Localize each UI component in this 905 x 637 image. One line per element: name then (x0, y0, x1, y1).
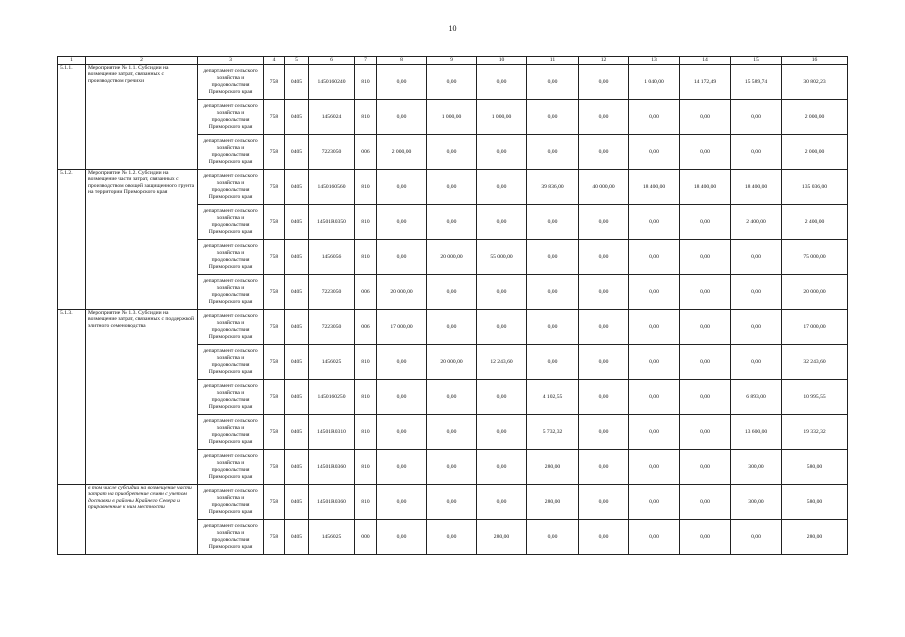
value-cell: 0,00 (629, 240, 680, 275)
value-cell: 13 600,00 (731, 415, 782, 450)
value-cell: 0,00 (629, 485, 680, 520)
column-header: 2 (86, 57, 198, 65)
value-cell: 0,00 (680, 380, 731, 415)
column-header: 10 (477, 57, 527, 65)
value-cell: 1450160560 (309, 170, 355, 205)
value-cell: 0,00 (427, 520, 477, 555)
value-cell: 0,00 (427, 135, 477, 170)
value-cell: 2 400,00 (782, 205, 848, 240)
value-cell: 1 000,00 (477, 100, 527, 135)
value-cell: 0405 (285, 170, 309, 205)
value-cell: 30 802,23 (782, 65, 848, 100)
value-cell: 0,00 (579, 100, 629, 135)
executor-cell: департамент сельского хозяйства и продовольствия Приморского края (198, 275, 264, 310)
executor-cell: департамент сельского хозяйства и продовольствия Приморского края (198, 520, 264, 555)
value-cell: 0,00 (731, 135, 782, 170)
value-cell: 20 000,00 (427, 240, 477, 275)
value-cell: 14501R0360 (309, 450, 355, 485)
value-cell: 1450160250 (309, 380, 355, 415)
value-cell: 20 000,00 (782, 275, 848, 310)
value-cell: 0,00 (527, 310, 579, 345)
column-header: 8 (377, 57, 427, 65)
value-cell: 0,00 (579, 275, 629, 310)
item-name: Мероприятие № 1.3. Субсидии на возмещение затрат, связанных с поддержкой элитного семеноводства (86, 310, 198, 485)
value-cell: 0,00 (579, 380, 629, 415)
value-cell: 0,00 (427, 65, 477, 100)
value-cell: 0,00 (377, 450, 427, 485)
value-cell: 0,00 (680, 450, 731, 485)
value-cell: 2 000,00 (782, 100, 848, 135)
value-cell: 20 000,00 (377, 275, 427, 310)
item-name: в том числе субсидии на возмещение части затрат на приобретение семян с учетом доставки в районы Крайнего Севера и приравненные к ним местности (86, 485, 198, 555)
executor-cell: департамент сельского хозяйства и продовольствия Приморского края (198, 380, 264, 415)
item-number: 5.1.1. (58, 65, 86, 170)
value-cell: 55 000,00 (477, 240, 527, 275)
value-cell: 0,00 (377, 65, 427, 100)
value-cell: 0,00 (680, 135, 731, 170)
value-cell: 000 (355, 520, 377, 555)
value-cell: 0,00 (477, 275, 527, 310)
value-cell: 758 (264, 100, 285, 135)
value-cell: 006 (355, 275, 377, 310)
table-row (58, 65, 848, 100)
value-cell: 0,00 (527, 205, 579, 240)
executor-cell: департамент сельского хозяйства и продовольствия Приморского края (198, 345, 264, 380)
value-cell: 006 (355, 135, 377, 170)
value-cell: 0,00 (427, 415, 477, 450)
value-cell: 20 000,00 (427, 345, 477, 380)
value-cell: 758 (264, 240, 285, 275)
value-cell: 0,00 (731, 520, 782, 555)
value-cell: 280,00 (527, 485, 579, 520)
column-header: 12 (579, 57, 629, 65)
executor-cell: департамент сельского хозяйства и продовольствия Приморского края (198, 485, 264, 520)
value-cell: 15 589,74 (731, 65, 782, 100)
value-cell: 0,00 (477, 65, 527, 100)
value-cell: 0,00 (629, 205, 680, 240)
value-cell: 6 893,00 (731, 380, 782, 415)
executor-cell: департамент сельского хозяйства и продовольствия Приморского края (198, 310, 264, 345)
value-cell: 0,00 (629, 135, 680, 170)
value-cell: 280,00 (782, 520, 848, 555)
value-cell: 0,00 (629, 100, 680, 135)
value-cell: 1456056 (309, 240, 355, 275)
value-cell: 280,00 (477, 520, 527, 555)
column-header: 11 (527, 57, 579, 65)
value-cell: 0,00 (427, 310, 477, 345)
value-cell: 19 332,32 (782, 415, 848, 450)
table-row (58, 485, 848, 520)
value-cell: 18 400,00 (731, 170, 782, 205)
value-cell: 0,00 (377, 380, 427, 415)
value-cell: 0,00 (527, 520, 579, 555)
value-cell: 300,00 (731, 450, 782, 485)
value-cell: 0405 (285, 310, 309, 345)
value-cell: 75 000,00 (782, 240, 848, 275)
value-cell: 0,00 (527, 65, 579, 100)
value-cell: 0,00 (579, 415, 629, 450)
value-cell: 580,00 (782, 485, 848, 520)
value-cell: 810 (355, 100, 377, 135)
value-cell: 0405 (285, 520, 309, 555)
value-cell: 7223050 (309, 310, 355, 345)
column-header: 15 (731, 57, 782, 65)
value-cell: 0,00 (579, 240, 629, 275)
value-cell: 1450160240 (309, 65, 355, 100)
value-cell: 810 (355, 205, 377, 240)
value-cell: 810 (355, 240, 377, 275)
value-cell: 758 (264, 520, 285, 555)
value-cell: 758 (264, 415, 285, 450)
executor-cell: департамент сельского хозяйства и продовольствия Приморского края (198, 65, 264, 100)
value-cell: 0405 (285, 415, 309, 450)
value-cell: 0405 (285, 275, 309, 310)
value-cell: 0,00 (629, 380, 680, 415)
value-cell: 0,00 (731, 100, 782, 135)
value-cell: 0,00 (427, 380, 477, 415)
value-cell: 14501R0310 (309, 415, 355, 450)
value-cell: 758 (264, 275, 285, 310)
value-cell: 0,00 (427, 275, 477, 310)
value-cell: 0,00 (477, 485, 527, 520)
value-cell: 17 000,00 (782, 310, 848, 345)
value-cell: 810 (355, 380, 377, 415)
value-cell: 0,00 (629, 415, 680, 450)
value-cell: 0405 (285, 450, 309, 485)
value-cell: 0,00 (579, 450, 629, 485)
executor-cell: департамент сельского хозяйства и продовольствия Приморского края (198, 205, 264, 240)
value-cell: 10 995,55 (782, 380, 848, 415)
value-cell: 810 (355, 450, 377, 485)
value-cell: 0,00 (680, 100, 731, 135)
value-cell: 810 (355, 170, 377, 205)
value-cell: 0,00 (377, 240, 427, 275)
value-cell: 0405 (285, 485, 309, 520)
value-cell: 0405 (285, 135, 309, 170)
value-cell: 0,00 (377, 520, 427, 555)
value-cell: 810 (355, 345, 377, 380)
column-header: 6 (309, 57, 355, 65)
value-cell: 14 172,49 (680, 65, 731, 100)
value-cell: 0,00 (527, 135, 579, 170)
value-cell: 0,00 (731, 345, 782, 380)
executor-cell: департамент сельского хозяйства и продовольствия Приморского края (198, 100, 264, 135)
value-cell: 758 (264, 380, 285, 415)
value-cell: 7223050 (309, 135, 355, 170)
value-cell: 0,00 (579, 310, 629, 345)
value-cell: 0,00 (629, 275, 680, 310)
value-cell: 0,00 (477, 205, 527, 240)
value-cell: 0,00 (579, 520, 629, 555)
value-cell: 0,00 (427, 485, 477, 520)
value-cell: 2 000,00 (377, 135, 427, 170)
value-cell: 0,00 (477, 310, 527, 345)
value-cell: 0,00 (377, 170, 427, 205)
value-cell: 758 (264, 485, 285, 520)
value-cell: 0405 (285, 100, 309, 135)
column-header: 7 (355, 57, 377, 65)
column-header: 14 (680, 57, 731, 65)
value-cell: 0,00 (680, 520, 731, 555)
value-cell: 1 040,00 (629, 65, 680, 100)
value-cell: 0,00 (377, 485, 427, 520)
executor-cell: департамент сельского хозяйства и продовольствия Приморского края (198, 415, 264, 450)
value-cell: 135 036,00 (782, 170, 848, 205)
value-cell: 758 (264, 65, 285, 100)
value-cell: 0,00 (579, 205, 629, 240)
value-cell: 0,00 (579, 135, 629, 170)
value-cell: 280,00 (527, 450, 579, 485)
value-cell: 14501R0360 (309, 485, 355, 520)
value-cell: 758 (264, 135, 285, 170)
value-cell: 0405 (285, 65, 309, 100)
value-cell: 39 836,00 (527, 170, 579, 205)
column-header: 16 (782, 57, 848, 65)
value-cell: 0,00 (477, 380, 527, 415)
value-cell: 18 400,00 (680, 170, 731, 205)
value-cell: 0,00 (527, 275, 579, 310)
value-cell: 0,00 (680, 240, 731, 275)
item-number: 5.1.3. (58, 310, 86, 485)
value-cell: 0,00 (477, 170, 527, 205)
value-cell: 006 (355, 310, 377, 345)
value-cell: 0,00 (680, 205, 731, 240)
value-cell: 0,00 (427, 205, 477, 240)
value-cell: 0,00 (527, 240, 579, 275)
value-cell: 14501R0350 (309, 205, 355, 240)
value-cell: 0,00 (377, 415, 427, 450)
value-cell: 0,00 (579, 65, 629, 100)
value-cell: 0,00 (377, 100, 427, 135)
value-cell: 0,00 (731, 310, 782, 345)
executor-cell: департамент сельского хозяйства и продовольствия Приморского края (198, 135, 264, 170)
value-cell: 0,00 (680, 345, 731, 380)
value-cell: 0,00 (680, 310, 731, 345)
value-cell: 40 000,00 (579, 170, 629, 205)
value-cell: 0,00 (427, 170, 477, 205)
value-cell: 0,00 (680, 485, 731, 520)
value-cell: 0,00 (629, 520, 680, 555)
value-cell: 12 243,60 (477, 345, 527, 380)
item-name: Мероприятие № 1.2. Субсидии на возмещение части затрат, связанных с производством овощей защищенного грунта на территории Приморского края (86, 170, 198, 310)
budget-table (57, 56, 848, 555)
value-cell: 0,00 (731, 240, 782, 275)
value-cell: 0,00 (527, 345, 579, 380)
executor-cell: департамент сельского хозяйства и продовольствия Приморского края (198, 240, 264, 275)
value-cell: 32 243,60 (782, 345, 848, 380)
value-cell: 0,00 (377, 205, 427, 240)
value-cell: 0405 (285, 205, 309, 240)
value-cell: 1 000,00 (427, 100, 477, 135)
item-number (58, 485, 86, 555)
column-header: 13 (629, 57, 680, 65)
value-cell: 1456024 (309, 100, 355, 135)
value-cell: 0,00 (680, 275, 731, 310)
executor-cell: департамент сельского хозяйства и продовольствия Приморского края (198, 170, 264, 205)
column-header: 4 (264, 57, 285, 65)
value-cell: 0,00 (680, 415, 731, 450)
column-header: 1 (58, 57, 86, 65)
value-cell: 0,00 (427, 450, 477, 485)
value-cell: 1456025 (309, 520, 355, 555)
item-number: 5.1.2. (58, 170, 86, 310)
value-cell: 758 (264, 450, 285, 485)
value-cell: 300,00 (731, 485, 782, 520)
value-cell: 2 000,00 (782, 135, 848, 170)
value-cell: 0,00 (629, 345, 680, 380)
value-cell: 758 (264, 345, 285, 380)
value-cell: 758 (264, 170, 285, 205)
value-cell: 1456025 (309, 345, 355, 380)
table-row (58, 310, 848, 345)
value-cell: 0,00 (377, 345, 427, 380)
value-cell: 0,00 (579, 345, 629, 380)
header-row (58, 57, 848, 65)
value-cell: 810 (355, 415, 377, 450)
value-cell: 0,00 (477, 415, 527, 450)
value-cell: 17 000,00 (377, 310, 427, 345)
value-cell: 18 400,00 (629, 170, 680, 205)
value-cell: 4 102,55 (527, 380, 579, 415)
value-cell: 758 (264, 205, 285, 240)
column-header: 9 (427, 57, 477, 65)
value-cell: 0,00 (629, 450, 680, 485)
value-cell: 5 732,32 (527, 415, 579, 450)
value-cell: 0,00 (629, 310, 680, 345)
value-cell: 0405 (285, 380, 309, 415)
value-cell: 7223050 (309, 275, 355, 310)
column-header: 5 (285, 57, 309, 65)
item-name: Мероприятие № 1.1. Субсидии на возмещение затрат, связанных с производством гречихи (86, 65, 198, 170)
value-cell: 0,00 (579, 485, 629, 520)
value-cell: 0,00 (477, 135, 527, 170)
value-cell: 0405 (285, 345, 309, 380)
value-cell: 0,00 (477, 450, 527, 485)
value-cell: 0,00 (731, 275, 782, 310)
executor-cell: департамент сельского хозяйства и продовольствия Приморского края (198, 450, 264, 485)
value-cell: 0405 (285, 240, 309, 275)
page-number: 10 (448, 24, 457, 33)
value-cell: 580,00 (782, 450, 848, 485)
table-row (58, 170, 848, 205)
column-header: 3 (198, 57, 264, 65)
value-cell: 810 (355, 65, 377, 100)
value-cell: 810 (355, 485, 377, 520)
value-cell: 0,00 (527, 100, 579, 135)
value-cell: 2 400,00 (731, 205, 782, 240)
value-cell: 758 (264, 310, 285, 345)
